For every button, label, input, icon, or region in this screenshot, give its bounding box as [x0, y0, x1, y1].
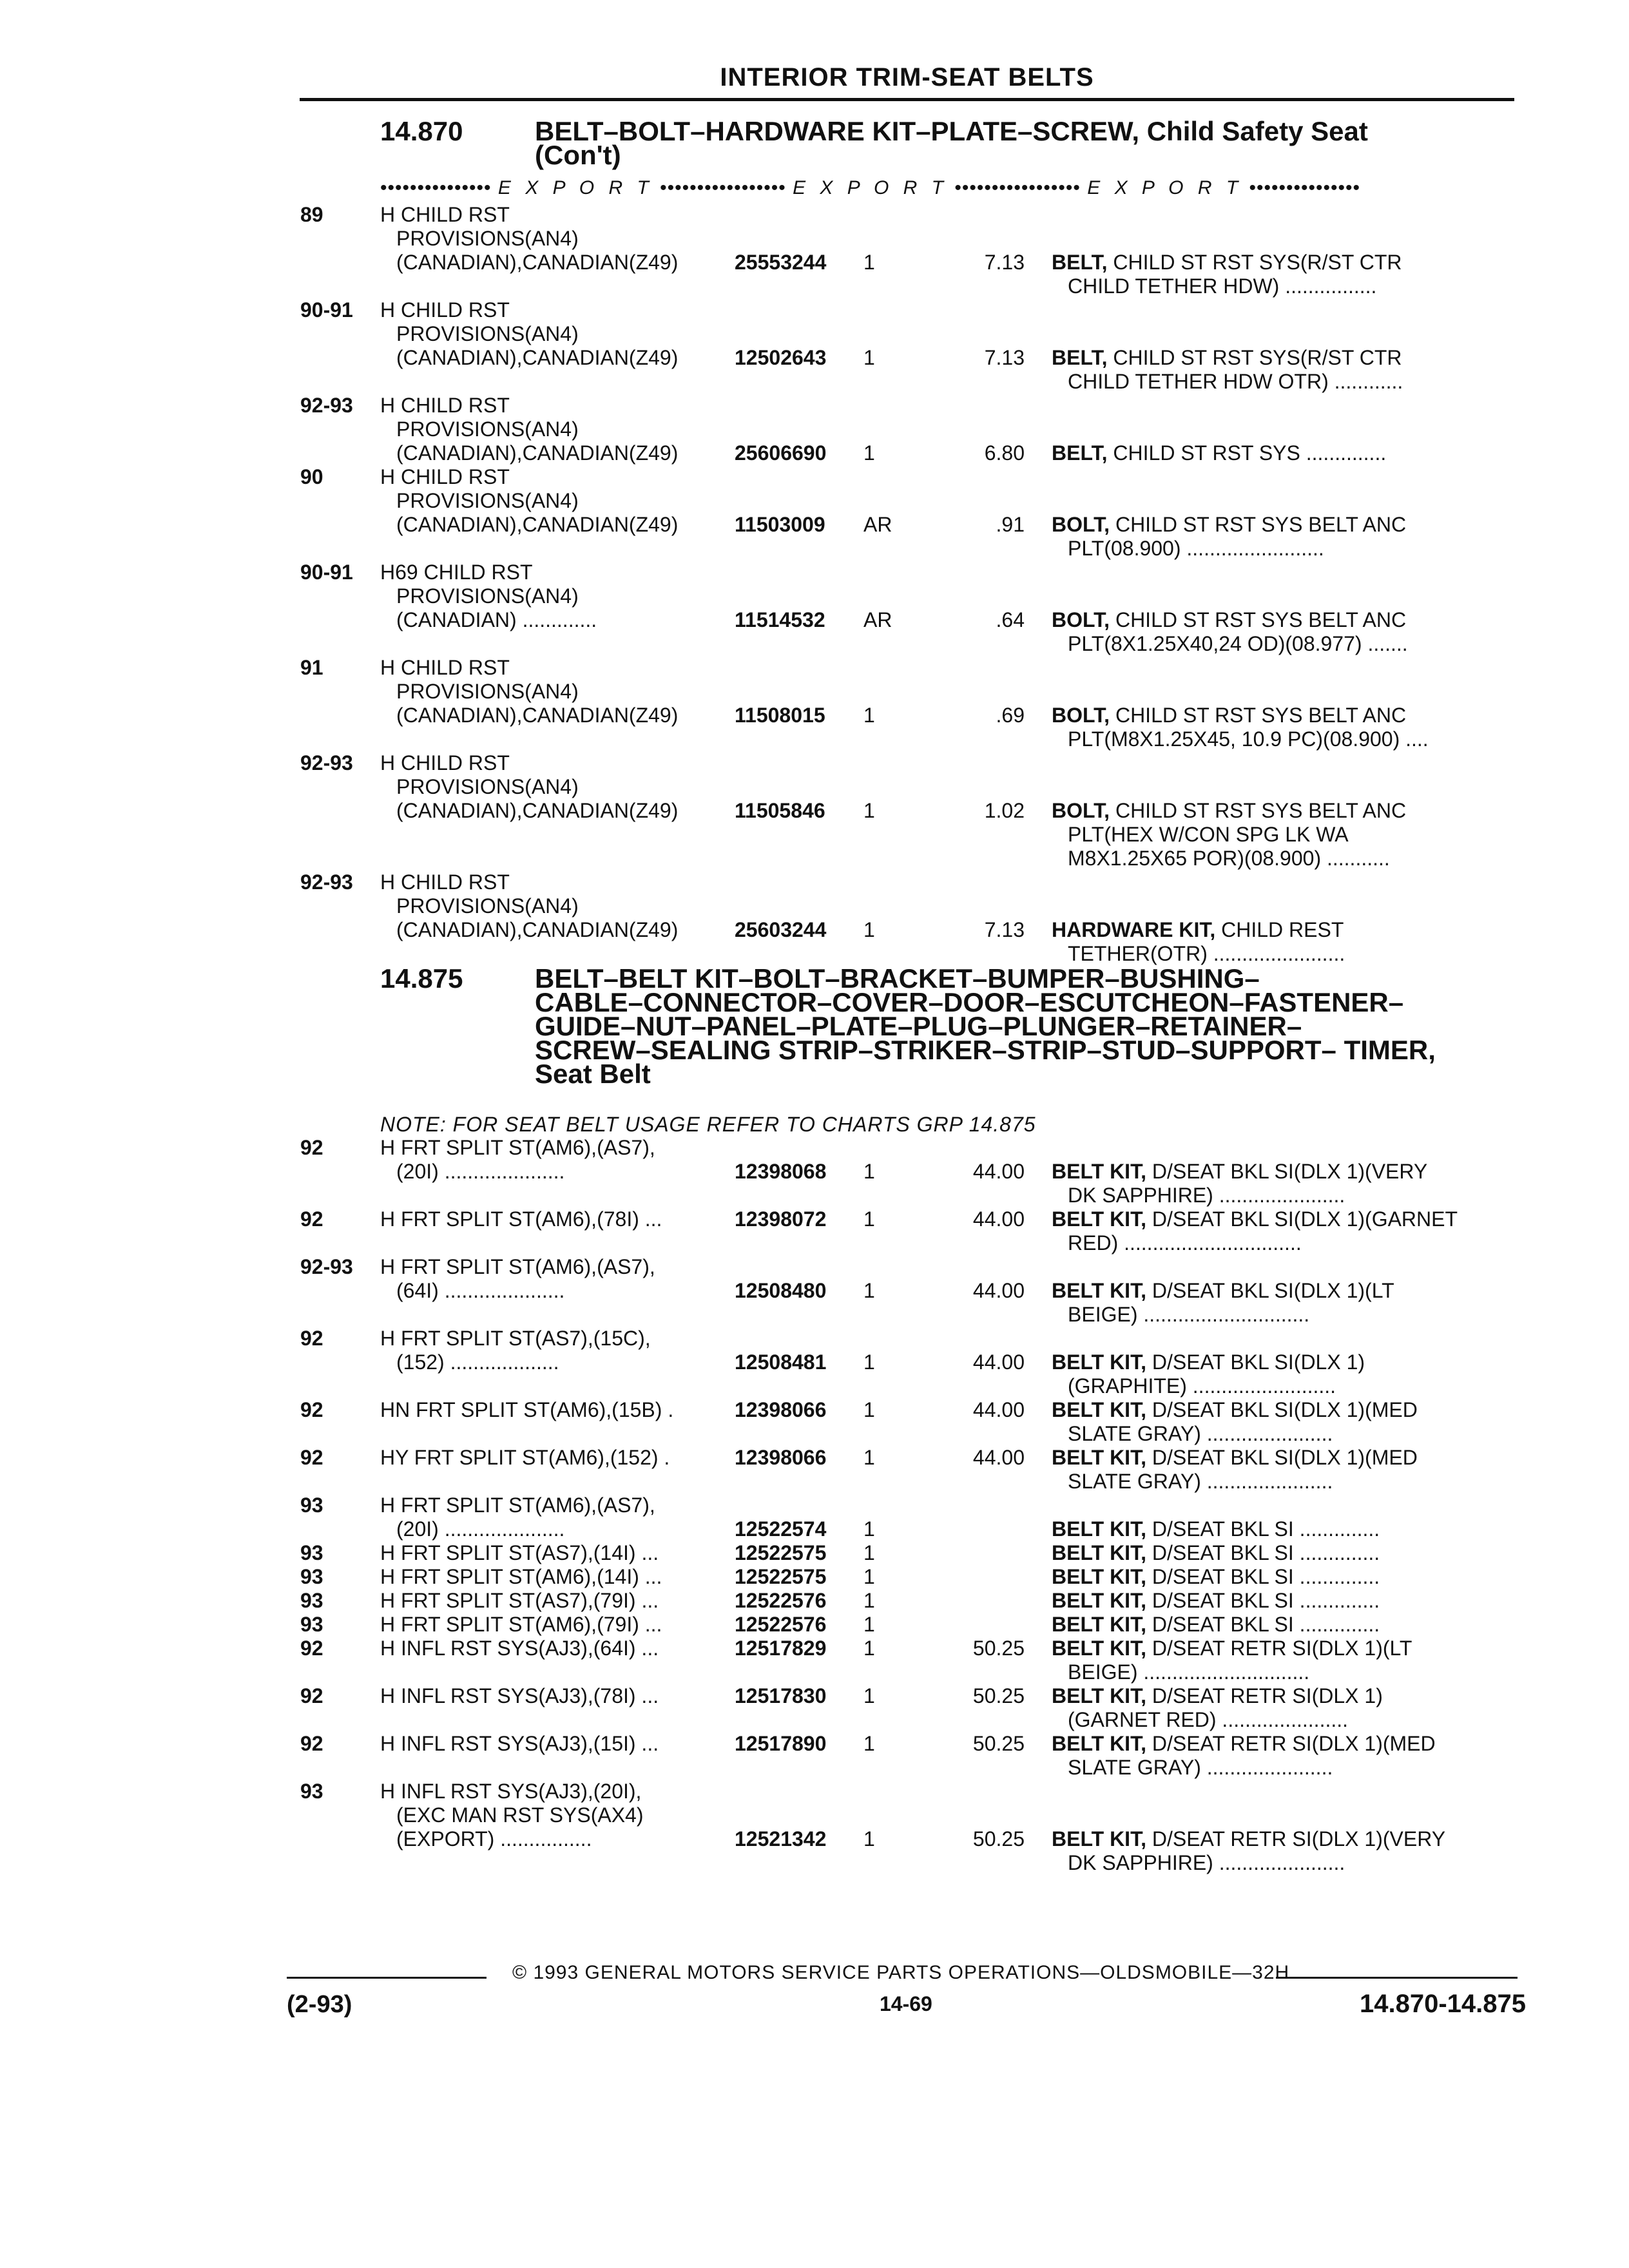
quantity: 1: [863, 1589, 875, 1612]
section-number: 14.870: [380, 116, 463, 146]
footer-copyright: © 1993 GENERAL MOTORS SERVICE PARTS OPERATIONS—OLDSMOBILE—32H: [512, 1962, 1290, 1983]
name-text: D/SEAT RETR SI(DLX 1)(MED: [1152, 1732, 1436, 1755]
quantity: 1: [863, 1827, 875, 1850]
part-name-keyword: BOLT,: [1052, 799, 1110, 822]
part-name-keyword: BOLT,: [1052, 513, 1110, 536]
name-line: [1052, 1708, 1522, 1732]
price: 50.25: [972, 1684, 1025, 1707]
name-line: [1052, 1398, 1522, 1422]
name-text: CHILD TETHER HDW OTR) ............: [1068, 370, 1403, 393]
part-name-keyword: BELT KIT,: [1052, 1541, 1146, 1564]
part-number: 11503009: [735, 513, 825, 536]
quantity: 1: [863, 1279, 875, 1302]
name-line: [1052, 1470, 1522, 1494]
part-name: [1052, 704, 1522, 751]
description-line: H CHILD RST: [380, 394, 510, 417]
quantity: 1: [863, 1684, 875, 1707]
section-number: 14.875: [380, 963, 463, 994]
quantity: 1: [863, 1541, 875, 1564]
part-name: [1052, 1160, 1522, 1207]
price: 7.13: [984, 346, 1025, 369]
model-year: 92: [300, 1207, 323, 1231]
part-name: [1052, 513, 1522, 561]
price: 44.00: [972, 1207, 1025, 1231]
description-line: (CANADIAN),CANADIAN(Z49): [396, 704, 679, 727]
name-line: [1052, 918, 1522, 942]
part-number: 12522576: [735, 1613, 827, 1636]
name-line: [1052, 1684, 1522, 1708]
part-name-keyword: BELT KIT,: [1052, 1684, 1146, 1707]
name-line: [1052, 632, 1522, 656]
price: 44.00: [972, 1279, 1025, 1302]
name-line: [1052, 1279, 1522, 1303]
description-line: (CANADIAN),CANADIAN(Z49): [396, 346, 679, 369]
model-year: 92-93: [300, 394, 353, 417]
description-line: (CANADIAN),CANADIAN(Z49): [396, 251, 679, 274]
name-text: PLT(08.900) ........................: [1068, 537, 1324, 560]
part-name-keyword: BELT KIT,: [1052, 1446, 1146, 1469]
part-name: [1052, 608, 1522, 656]
part-name: [1052, 1207, 1522, 1255]
model-year: 90-91: [300, 561, 353, 584]
quantity: 1: [863, 799, 875, 822]
description-line: (CANADIAN),CANADIAN(Z49): [396, 918, 679, 941]
part-number: 12398072: [735, 1207, 827, 1231]
model-year: 93: [300, 1780, 323, 1803]
part-number: 12502643: [735, 346, 827, 369]
name-text: D/SEAT BKL SI ..............: [1152, 1565, 1380, 1588]
quantity: 1: [863, 918, 875, 941]
quantity: 1: [863, 346, 875, 369]
price: .91: [996, 513, 1025, 536]
part-number: 12398066: [735, 1398, 827, 1421]
part-name-keyword: BELT KIT,: [1052, 1637, 1146, 1660]
part-name: [1052, 1350, 1522, 1398]
description-line: PROVISIONS(AN4): [396, 418, 579, 441]
footer-rule-right: [1276, 1977, 1518, 1979]
description-line: H FRT SPLIT ST(AS7),(15C),: [380, 1327, 651, 1350]
description-line: H CHILD RST: [380, 870, 510, 894]
name-line: [1052, 1565, 1522, 1589]
name-line: [1052, 1613, 1522, 1637]
name-text: SLATE GRAY) ......................: [1068, 1470, 1333, 1493]
name-line: [1052, 823, 1522, 847]
description-line: H FRT SPLIT ST(AM6),(AS7),: [380, 1255, 655, 1278]
part-number: 25606690: [735, 441, 827, 465]
part-name-keyword: BELT KIT,: [1052, 1279, 1146, 1302]
part-description: [380, 1684, 728, 1708]
description-line: H FRT SPLIT ST(AS7),(79I) ...: [380, 1589, 659, 1612]
name-line: [1052, 1422, 1522, 1446]
model-year: 93: [300, 1589, 323, 1612]
part-number: 11508015: [735, 704, 825, 727]
name-text: D/SEAT RETR SI(DLX 1)(LT: [1152, 1637, 1412, 1660]
name-line: [1052, 1446, 1522, 1470]
quantity: 1: [863, 1160, 875, 1183]
footer-date: (2-93): [287, 1991, 352, 2018]
name-line: [1052, 727, 1522, 751]
part-name: [1052, 1398, 1522, 1446]
quantity: 1: [863, 1613, 875, 1636]
part-name-keyword: BELT KIT,: [1052, 1613, 1146, 1636]
part-number: 12517890: [735, 1732, 827, 1755]
name-line: [1052, 1660, 1522, 1684]
section-heading: BELT–BELT KIT–BOLT–BRACKET–BUMPER–BUSHING– CABLE–CONNECTOR–COVER–DOOR–ESCUTCHEON–FASTENER– GUIDE–NUT–PANEL–PLATE–PLUG–PLUNGER–RETAINER– SCREW–SEALING STRIP–STRIKER–STRIP–STUD–SUPPORT– TIMER, Seat Belt: [535, 963, 1436, 1089]
name-line: [1052, 1231, 1522, 1255]
part-description: [380, 1780, 728, 1851]
name-line: [1052, 1350, 1522, 1374]
part-name-keyword: BELT KIT,: [1052, 1517, 1146, 1541]
name-line: [1052, 1589, 1522, 1613]
part-name-keyword: HARDWARE KIT,: [1052, 918, 1216, 941]
part-number: 12522575: [735, 1565, 827, 1588]
quantity: 1: [863, 1398, 875, 1421]
name-line: [1052, 513, 1522, 537]
part-description: [380, 1327, 728, 1374]
price: 44.00: [972, 1160, 1025, 1183]
price: 50.25: [972, 1637, 1025, 1660]
name-text: BEIGE) .............................: [1068, 1660, 1310, 1684]
description-line: H CHILD RST: [380, 203, 510, 226]
name-text: D/SEAT BKL SI(DLX 1)(MED: [1152, 1446, 1418, 1469]
part-description: [380, 203, 728, 274]
name-text: CHILD REST: [1221, 918, 1344, 941]
quantity: 1: [863, 1565, 875, 1588]
name-text: (GRAPHITE) .........................: [1068, 1374, 1336, 1398]
part-name: [1052, 1446, 1522, 1494]
name-text: DK SAPPHIRE) ......................: [1068, 1851, 1345, 1874]
part-number: 11514532: [735, 608, 825, 631]
model-year: 92: [300, 1732, 323, 1755]
part-name: [1052, 1827, 1522, 1875]
name-line: [1052, 1732, 1522, 1756]
description-line: (CANADIAN),CANADIAN(Z49): [396, 799, 679, 822]
description-line: HY FRT SPLIT ST(AM6),(152) .: [380, 1446, 670, 1469]
part-name: [1052, 1684, 1522, 1732]
quantity: 1: [863, 704, 875, 727]
name-line: [1052, 346, 1522, 370]
part-description: [380, 1494, 728, 1541]
name-text: CHILD ST RST SYS BELT ANC: [1115, 704, 1407, 727]
part-name-keyword: BELT KIT,: [1052, 1589, 1146, 1612]
part-number: 12398068: [735, 1160, 827, 1183]
name-line: [1052, 1827, 1522, 1851]
description-line: (64I) .....................: [396, 1279, 565, 1302]
description-line: PROVISIONS(AN4): [396, 775, 579, 798]
part-description: [380, 465, 728, 537]
quantity: 1: [863, 1446, 875, 1469]
model-year: 93: [300, 1613, 323, 1636]
quantity: 1: [863, 1637, 875, 1660]
export-divider: ••••••••••••••• E X P O R T ••••••••••••••••• E X P O R T ••••••••••••••••• E X P O R T •••••••••••••••: [380, 177, 1361, 198]
price: 1.02: [984, 799, 1025, 822]
price: 44.00: [972, 1398, 1025, 1421]
name-text: D/SEAT BKL SI ..............: [1152, 1517, 1380, 1541]
part-name: [1052, 1541, 1522, 1565]
part-number: 12517829: [735, 1637, 827, 1660]
name-line: [1052, 704, 1522, 727]
model-year: 93: [300, 1541, 323, 1564]
price: 50.25: [972, 1732, 1025, 1755]
part-description: [380, 1398, 728, 1422]
description-line: (EXC MAN RST SYS(AX4): [396, 1803, 644, 1827]
name-line: [1052, 370, 1522, 394]
name-text: BEIGE) .............................: [1068, 1303, 1310, 1326]
quantity: 1: [863, 1517, 875, 1541]
part-description: [380, 394, 728, 465]
part-number: 12521342: [735, 1827, 827, 1850]
part-number: 12508481: [735, 1350, 827, 1374]
description-line: (20I) .....................: [396, 1517, 565, 1541]
name-text: (GARNET RED) ......................: [1068, 1708, 1349, 1731]
model-year: 93: [300, 1565, 323, 1588]
name-line: [1052, 537, 1522, 561]
name-text: CHILD ST RST SYS(R/ST CTR: [1113, 346, 1402, 369]
name-line: [1052, 799, 1522, 823]
model-year: 91: [300, 656, 323, 679]
export-label: E X P O R T: [1087, 177, 1243, 198]
model-year: 92-93: [300, 870, 353, 894]
name-line: [1052, 251, 1522, 274]
part-name-keyword: BELT,: [1052, 251, 1108, 274]
name-line: [1052, 1517, 1522, 1541]
model-year: 89: [300, 203, 323, 226]
name-text: D/SEAT BKL SI(DLX 1)(MED: [1152, 1398, 1418, 1421]
part-name-keyword: BELT KIT,: [1052, 1350, 1146, 1374]
quantity: 1: [863, 441, 875, 465]
part-name: [1052, 799, 1522, 870]
name-line: [1052, 1303, 1522, 1327]
part-number: 12522575: [735, 1541, 827, 1564]
name-text: SLATE GRAY) ......................: [1068, 1422, 1333, 1445]
description-line: H INFL RST SYS(AJ3),(64I) ...: [380, 1637, 659, 1660]
part-name: [1052, 1637, 1522, 1684]
description-line: H FRT SPLIT ST(AM6),(AS7),: [380, 1136, 655, 1159]
price: .64: [996, 608, 1025, 631]
description-line: H INFL RST SYS(AJ3),(78I) ...: [380, 1684, 659, 1707]
description-line: H FRT SPLIT ST(AM6),(79I) ...: [380, 1613, 662, 1636]
model-year: 92: [300, 1327, 323, 1350]
name-text: DK SAPPHIRE) ......................: [1068, 1184, 1345, 1207]
part-number: 25553244: [735, 251, 827, 274]
name-text: PLT(8X1.25X40,24 OD)(08.977) .......: [1068, 632, 1408, 655]
part-description: [380, 1136, 728, 1184]
description-line: (20I) .....................: [396, 1160, 565, 1183]
name-text: CHILD ST RST SYS BELT ANC: [1115, 799, 1407, 822]
name-line: [1052, 274, 1522, 298]
description-line: PROVISIONS(AN4): [396, 322, 579, 345]
part-name-keyword: BELT KIT,: [1052, 1207, 1146, 1231]
part-description: [380, 1446, 728, 1470]
description-line: H CHILD RST: [380, 298, 510, 322]
export-label: E X P O R T: [793, 177, 948, 198]
name-text: PLT(M8X1.25X45, 10.9 PC)(08.900) ....: [1068, 727, 1429, 751]
quantity: 1: [863, 1207, 875, 1231]
name-text: SLATE GRAY) ......................: [1068, 1756, 1333, 1779]
part-name-keyword: BOLT,: [1052, 608, 1110, 631]
part-name-keyword: BELT,: [1052, 441, 1108, 465]
name-text: D/SEAT BKL SI(DLX 1): [1152, 1350, 1365, 1374]
price: 44.00: [972, 1446, 1025, 1469]
name-text: D/SEAT RETR SI(DLX 1): [1152, 1684, 1383, 1707]
model-year: 93: [300, 1494, 323, 1517]
description-line: H FRT SPLIT ST(AS7),(14I) ...: [380, 1541, 659, 1564]
model-year: 92: [300, 1446, 323, 1469]
part-name: [1052, 1565, 1522, 1589]
name-text: D/SEAT BKL SI ..............: [1152, 1541, 1380, 1564]
name-text: D/SEAT BKL SI ..............: [1152, 1613, 1380, 1636]
part-name: [1052, 1589, 1522, 1613]
name-line: [1052, 942, 1522, 966]
part-name: [1052, 1613, 1522, 1637]
description-line: (152) ...................: [396, 1350, 559, 1374]
part-description: [380, 656, 728, 727]
footer-page-number: 14-69: [880, 1992, 932, 2015]
name-line: [1052, 1160, 1522, 1184]
price: 50.25: [972, 1827, 1025, 1850]
model-year: 92-93: [300, 1255, 353, 1278]
part-name: [1052, 441, 1522, 465]
name-line: [1052, 1637, 1522, 1660]
name-line: [1052, 1184, 1522, 1207]
part-description: [380, 1732, 728, 1756]
description-line: H CHILD RST: [380, 656, 510, 679]
name-line: [1052, 1541, 1522, 1565]
model-year: 92-93: [300, 751, 353, 774]
description-line: PROVISIONS(AN4): [396, 584, 579, 608]
part-number: 12522576: [735, 1589, 827, 1612]
model-year: 92: [300, 1637, 323, 1660]
name-line: [1052, 847, 1522, 870]
part-name-keyword: BELT KIT,: [1052, 1827, 1146, 1850]
description-line: H CHILD RST: [380, 751, 510, 774]
part-name-keyword: BELT KIT,: [1052, 1160, 1146, 1183]
part-number: 12398066: [735, 1446, 827, 1469]
description-line: PROVISIONS(AN4): [396, 227, 579, 250]
name-text: D/SEAT BKL SI(DLX 1)(VERY: [1152, 1160, 1428, 1183]
part-name: [1052, 918, 1522, 966]
name-line: [1052, 441, 1522, 465]
page-header: INTERIOR TRIM-SEAT BELTS: [720, 63, 1094, 91]
part-description: [380, 1589, 728, 1613]
name-text: CHILD ST RST SYS BELT ANC: [1115, 608, 1407, 631]
part-description: [380, 298, 728, 370]
part-name: [1052, 346, 1522, 394]
part-number: 25603244: [735, 918, 827, 941]
part-description: [380, 1613, 728, 1637]
part-name-keyword: BELT,: [1052, 346, 1108, 369]
part-description: [380, 1541, 728, 1565]
part-name: [1052, 1732, 1522, 1780]
part-description: [380, 1207, 728, 1231]
description-line: (EXPORT) ................: [396, 1827, 592, 1850]
part-name: [1052, 251, 1522, 298]
part-number: 12522574: [735, 1517, 827, 1541]
model-year: 90-91: [300, 298, 353, 322]
name-text: D/SEAT BKL SI ..............: [1152, 1589, 1380, 1612]
quantity: 1: [863, 1732, 875, 1755]
description-line: PROVISIONS(AN4): [396, 489, 579, 512]
footer-section-range: 14.870-14.875: [1359, 1990, 1526, 2018]
name-text: D/SEAT BKL SI(DLX 1)(LT: [1152, 1279, 1394, 1302]
price: 44.00: [972, 1350, 1025, 1374]
name-text: CHILD ST RST SYS ..............: [1113, 441, 1387, 465]
usage-note: NOTE: FOR SEAT BELT USAGE REFER TO CHARTS GRP 14.875: [380, 1113, 1036, 1136]
description-line: H INFL RST SYS(AJ3),(20I),: [380, 1780, 642, 1803]
name-text: D/SEAT RETR SI(DLX 1)(VERY: [1152, 1827, 1446, 1850]
part-description: [380, 751, 728, 823]
export-label: E X P O R T: [497, 177, 653, 198]
description-line: (CANADIAN),CANADIAN(Z49): [396, 441, 679, 465]
description-line: PROVISIONS(AN4): [396, 680, 579, 703]
section-heading: BELT–BOLT–HARDWARE KIT–PLATE–SCREW, Child Safety Seat (Con't): [535, 116, 1368, 170]
part-number: 11505846: [735, 799, 825, 822]
quantity: AR: [863, 513, 892, 536]
name-line: [1052, 1207, 1522, 1231]
model-year: 90: [300, 465, 323, 488]
part-name-keyword: BELT KIT,: [1052, 1732, 1146, 1755]
name-line: [1052, 1756, 1522, 1780]
part-description: [380, 870, 728, 942]
model-year: 92: [300, 1684, 323, 1707]
part-name-keyword: BOLT,: [1052, 704, 1110, 727]
part-name: [1052, 1517, 1522, 1541]
part-name-keyword: BELT KIT,: [1052, 1398, 1146, 1421]
price: .69: [996, 704, 1025, 727]
name-line: [1052, 608, 1522, 632]
description-line: H FRT SPLIT ST(AM6),(AS7),: [380, 1494, 655, 1517]
model-year: 92: [300, 1136, 323, 1159]
part-description: [380, 1637, 728, 1660]
footer-rule-left: [287, 1977, 487, 1979]
name-text: D/SEAT BKL SI(DLX 1)(GARNET: [1152, 1207, 1458, 1231]
name-text: CHILD ST RST SYS(R/ST CTR: [1113, 251, 1402, 274]
description-line: (CANADIAN) .............: [396, 608, 597, 631]
description-line: PROVISIONS(AN4): [396, 894, 579, 918]
name-text: PLT(HEX W/CON SPG LK WA: [1068, 823, 1349, 846]
description-line: H69 CHILD RST: [380, 561, 533, 584]
part-description: [380, 1565, 728, 1589]
name-text: CHILD TETHER HDW) ................: [1068, 274, 1377, 298]
description-line: H FRT SPLIT ST(AM6),(14I) ...: [380, 1565, 662, 1588]
part-name: [1052, 1279, 1522, 1327]
quantity: 1: [863, 251, 875, 274]
part-name-keyword: BELT KIT,: [1052, 1565, 1146, 1588]
quantity: 1: [863, 1350, 875, 1374]
price: 7.13: [984, 918, 1025, 941]
part-description: [380, 561, 728, 632]
description-line: H INFL RST SYS(AJ3),(15I) ...: [380, 1732, 659, 1755]
name-text: M8X1.25X65 POR)(08.900) ...........: [1068, 847, 1390, 870]
price: 6.80: [984, 441, 1025, 465]
part-number: 12508480: [735, 1279, 827, 1302]
part-number: 12517830: [735, 1684, 827, 1707]
name-line: [1052, 1851, 1522, 1875]
model-year: 92: [300, 1398, 323, 1421]
part-description: [380, 1255, 728, 1303]
price: 7.13: [984, 251, 1025, 274]
name-text: CHILD ST RST SYS BELT ANC: [1115, 513, 1407, 536]
description-line: H FRT SPLIT ST(AM6),(78I) ...: [380, 1207, 662, 1231]
description-line: HN FRT SPLIT ST(AM6),(15B) .: [380, 1398, 674, 1421]
description-line: (CANADIAN),CANADIAN(Z49): [396, 513, 679, 536]
name-text: TETHER(OTR) .......................: [1068, 942, 1345, 965]
quantity: AR: [863, 608, 892, 631]
name-line: [1052, 1374, 1522, 1398]
description-line: H CHILD RST: [380, 465, 510, 488]
name-text: RED) ...............................: [1068, 1231, 1302, 1254]
